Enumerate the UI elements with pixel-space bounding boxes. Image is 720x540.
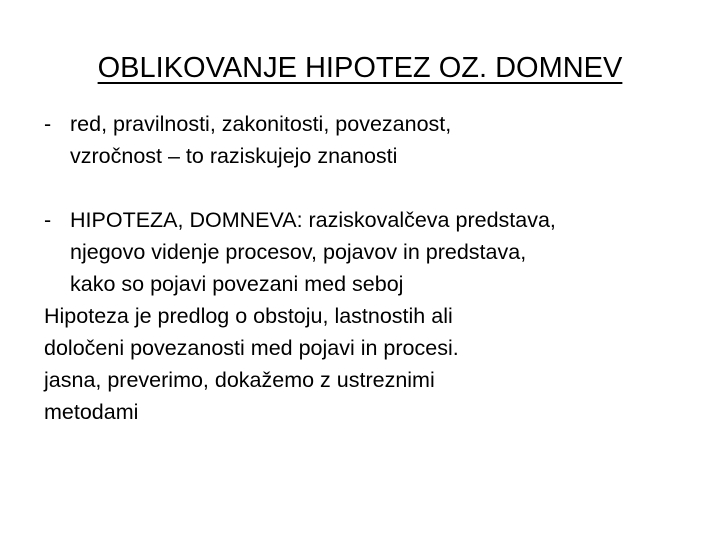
bullet-line: vzročnost – to raziskujejo znanosti <box>70 144 398 168</box>
paragraph <box>44 364 704 428</box>
bullet-line: HIPOTEZA, DOMNEVA: raziskovalčeva predstava, <box>70 208 556 232</box>
bullet-line: kako so pojavi povezani med seboj <box>70 272 404 296</box>
bullet-item <box>44 204 704 300</box>
bullet-item <box>44 108 704 172</box>
bullet-line: njegovo videnje procesov, pojavov in predstava, <box>70 240 527 264</box>
bullet-marker: - <box>44 208 52 232</box>
bullet-marker: - <box>44 112 52 136</box>
paragraph-line: določeni povezanosti med pojavi in procesi. <box>44 336 459 360</box>
paragraph-line: Hipoteza je predlog o obstoju, lastnostih ali <box>44 304 453 328</box>
bullet-line: red, pravilnosti, zakonitosti, povezanost, <box>70 112 452 136</box>
paragraph <box>44 300 704 364</box>
paragraph-line: metodami <box>44 400 139 424</box>
slide-body <box>44 108 704 428</box>
paragraph-line: jasna, preverimo, dokažemo z ustreznimi <box>44 368 435 392</box>
slide-title: OBLIKOVANJE HIPOTEZ OZ. DOMNEV <box>97 52 623 84</box>
